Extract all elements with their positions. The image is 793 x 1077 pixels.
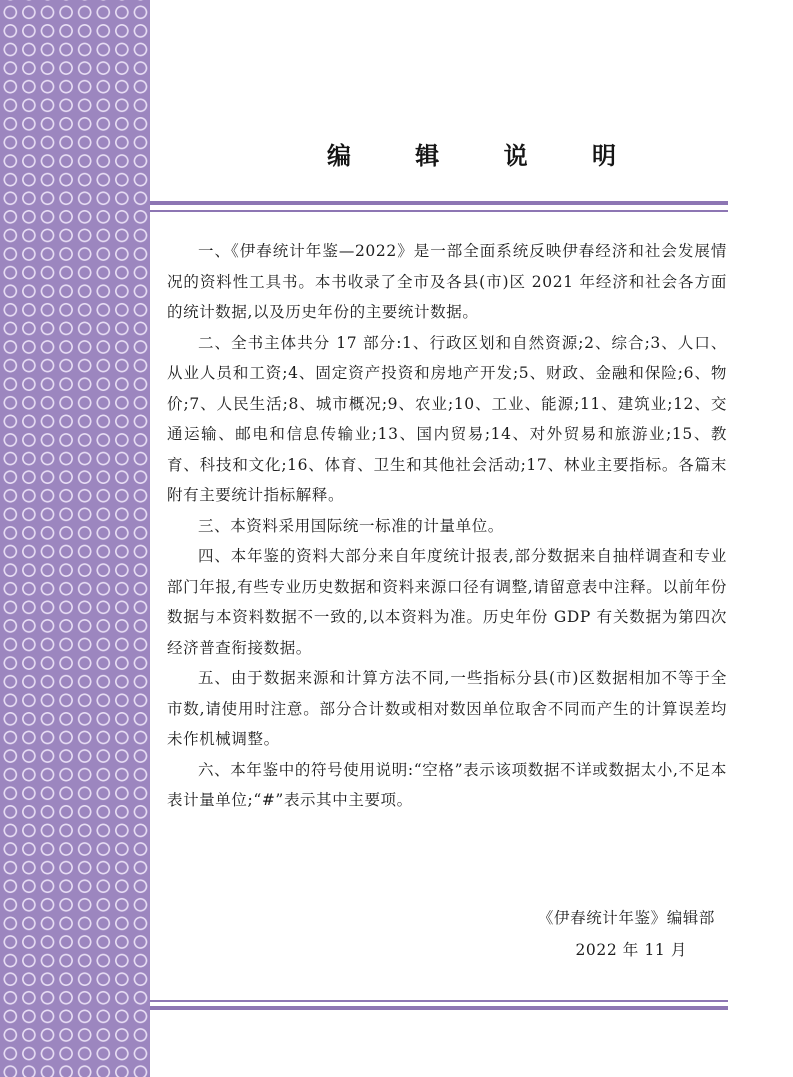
bottom-divider-thick xyxy=(150,1006,728,1010)
signature-date: 2022 年 11 月 xyxy=(575,941,687,959)
note-paragraph-5: 五、由于数据来源和计算方法不同,一些指标分县(市)区数据相加不等于全市数,请使用时注意。部分合计数或相对数因单位取舍不同而产生的计算误差均未作机械调整。 xyxy=(167,669,727,748)
bottom-divider-thin xyxy=(150,1000,728,1002)
decorative-side-band xyxy=(0,0,150,1077)
top-divider-thin xyxy=(150,210,728,212)
signature-editor: 《伊春统计年鉴》编辑部 xyxy=(537,909,715,927)
note-paragraph-3: 三、本资料采用国际统一标准的计量单位。 xyxy=(198,516,504,535)
note-paragraph-6: 六、本年鉴中的符号使用说明:“空格”表示该项数据不详或数据太小,不足本表计量单位;“#”表示其中主要项。 xyxy=(167,760,727,809)
editorial-notes xyxy=(167,236,727,816)
top-divider-thick xyxy=(150,201,728,205)
note-paragraph-4: 四、本年鉴的资料大部分来自年度统计报表,部分数据来自抽样调查和专业部门年报,有些专业历史数据和资料来源口径有调整,请留意表中注释。以前年份数据与本资料数据不一致的,以本资料为准。历史年份 GDP 有关数据为第四次经济普查衔接数据。 xyxy=(167,547,727,657)
note-paragraph-1: 一、《伊春统计年鉴—2022》是一部全面系统反映伊春经济和社会发展情况的资料性工具书。本书收录了全市及各县(市)区 2021 年经济和社会各方面的统计数据,以及历史年份的主要统计数据。 xyxy=(167,242,727,321)
note-paragraph-2: 二、全书主体共分 17 部分:1、行政区划和自然资源;2、综合;3、人口、从业人员和工资;4、固定资产投资和房地产开发;5、财政、金融和保险;6、物价;7、人民生活;8、城市概况;9、农业;10、工业、能源;11、建筑业;12、交通运输、邮电和信息传输业;13、国内贸易;14、对外贸易和旅游业;15、教育、科技和文化;16、体育、卫生和其他社会活动;17、林业主要指标。各篇末附有主要统计指标解释。 xyxy=(167,333,727,504)
page-title: 编 辑 说 明 xyxy=(326,141,645,170)
